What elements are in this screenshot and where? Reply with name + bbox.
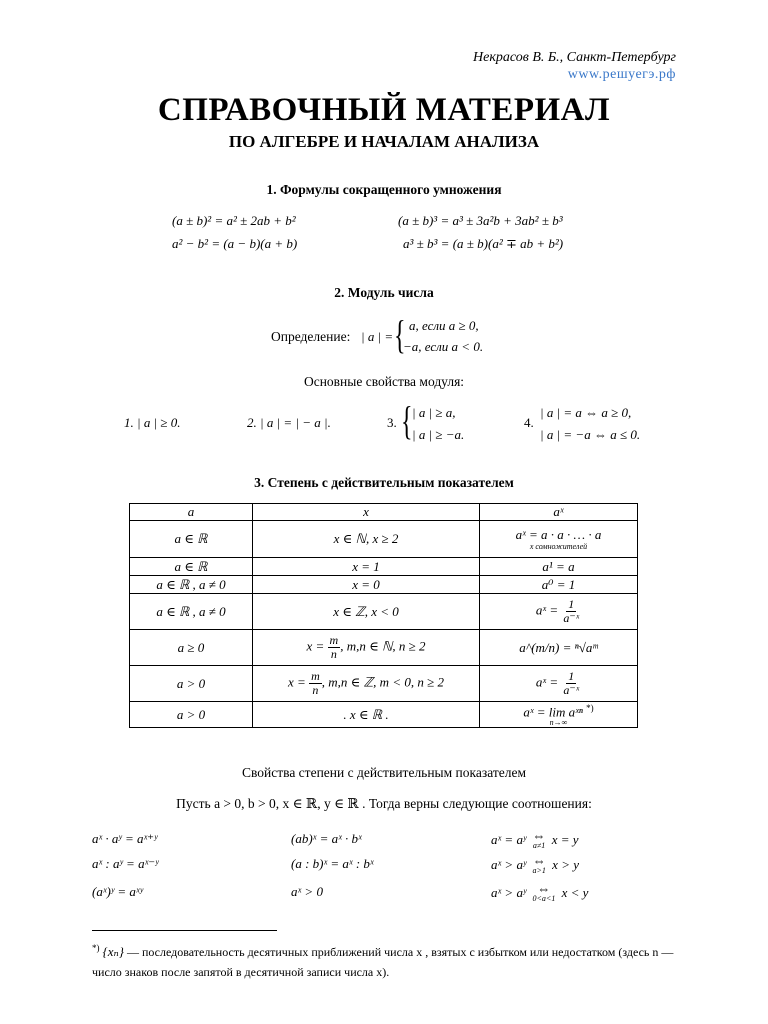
table-cell-x: x ∈ ℤ, x < 0 xyxy=(253,594,480,630)
table-row xyxy=(130,576,638,594)
power-prop-positive: aˣ > 0 xyxy=(291,884,323,899)
table-row xyxy=(130,521,638,558)
table-cell-a: a ∈ ℝ xyxy=(130,558,253,576)
section1-heading: 1. Формулы сокращенного умножения xyxy=(266,182,502,197)
table-header-row xyxy=(130,504,638,521)
fraction xyxy=(561,598,581,625)
fraction-numerator: 1 xyxy=(568,597,575,611)
table-row xyxy=(130,630,638,666)
abs-prop-4b: | a | = −a ⇔ a ≤ 0. xyxy=(540,427,641,442)
power-prop-product: aˣ · aʸ = aˣ⁺ʸ xyxy=(92,831,158,846)
author-line: Некрасов В. Б., Санкт-Петербург xyxy=(473,50,676,65)
abs-prop-1: 1. | a | ≥ 0. xyxy=(124,415,181,430)
table-cell-value: a⁰ = 1 xyxy=(480,576,638,594)
footnote-text: — последовательность десятичных приближений числа x , взятых с избытком или недостатком (здесь n — число знаков после запятой в десятичной записи числа x). xyxy=(92,945,674,979)
table-cell-value xyxy=(480,630,638,666)
power-prop-greater-small-base: aˣ > aʸ ⇔ 0<a<1 x < y xyxy=(491,881,589,903)
table-cell-a: a ∈ ℝ , a ≠ 0 xyxy=(130,594,253,630)
footnote-mark: *) xyxy=(586,703,594,713)
x-condition: , m,n ∈ ℕ, n ≥ 2 xyxy=(340,638,426,654)
table-cell-value xyxy=(480,666,638,702)
table-cell-x xyxy=(253,666,480,702)
fraction-lhs: aˣ = xyxy=(535,674,559,690)
equivalence-icon: ⇔ xyxy=(532,853,546,868)
footnote-divider xyxy=(92,930,277,931)
power-prop-quotient-base: (a : b)ˣ = aˣ : bˣ xyxy=(291,856,374,871)
footnote xyxy=(92,938,682,982)
fraction-lhs: aˣ = xyxy=(535,602,559,618)
abs-prop-2: 2. | a | = | − a |. xyxy=(247,415,331,430)
definition-label: Определение: xyxy=(271,329,351,344)
abs-def-lhs: | a | = xyxy=(361,329,394,344)
fraction-denominator: n xyxy=(330,647,337,661)
table-cell-value xyxy=(480,702,638,728)
power-prop-equal: aˣ = aʸ ⇔ a≠1 x = y xyxy=(491,828,579,850)
x-condition: , m,n ∈ ℤ, m < 0, n ≥ 2 xyxy=(321,674,444,690)
table-header-x: x xyxy=(253,504,480,521)
product-note: x сомножителей xyxy=(529,541,588,551)
limit-formula: aˣ = lim aˣⁿ xyxy=(523,704,583,720)
x-lhs: x = xyxy=(306,638,325,654)
fraction xyxy=(328,634,341,661)
fraction xyxy=(561,670,581,697)
equivalence-icon: ⇔ xyxy=(537,881,551,896)
table-cell-a: a > 0 xyxy=(130,702,253,728)
table-cell-a: a ∈ ℝ xyxy=(130,521,253,558)
table-row xyxy=(130,558,638,576)
abs-prop-3b: | a | ≥ −a. xyxy=(412,427,465,442)
power-prop-power: (aˣ)ʸ = aˣʸ xyxy=(92,884,143,899)
abs-prop-4a: | a | = a ⇔ a ≥ 0, xyxy=(540,405,632,420)
table-row xyxy=(130,594,638,630)
table-cell-x: x ∈ ℕ, x ≥ 2 xyxy=(253,521,480,558)
power-table xyxy=(129,503,638,728)
abs-prop-4-number: 4. xyxy=(524,415,534,430)
abs-props-heading: Основные свойства модуля: xyxy=(303,374,465,389)
section2-heading: 2. Модуль числа xyxy=(334,285,434,300)
formula-cube: (a ± b)³ = a³ ± 3a²b + 3ab² ± b³ xyxy=(398,213,563,228)
table-cell-value xyxy=(480,521,638,558)
product-formula: aˣ = a · a · … · a xyxy=(515,526,602,542)
root-lhs: a^(m/n) = xyxy=(519,639,572,655)
table-cell-a: a ≥ 0 xyxy=(130,630,253,666)
fraction-numerator: 1 xyxy=(568,669,575,683)
power-props-heading: Свойства степени с действительным показателем xyxy=(241,765,527,780)
abs-prop-3a: | a | ≥ a, xyxy=(412,405,456,420)
equivalence-icon: ⇔ xyxy=(532,828,546,843)
power-prop-greater: aˣ > aʸ ⇔ a>1 x > y xyxy=(491,853,579,875)
fraction-numerator: m xyxy=(329,633,339,647)
formula-diff-squares: a² − b² = (a − b)(a + b) xyxy=(172,236,298,251)
table-cell-a: a > 0 xyxy=(130,666,253,702)
table-cell-value: a¹ = a xyxy=(480,558,638,576)
fraction-denominator: n xyxy=(312,683,319,697)
formula-sum-cubes: a³ ± b³ = (a ± b)(a² ∓ ab + b²) xyxy=(403,236,564,251)
table-header-ax: aˣ xyxy=(480,504,638,521)
table-cell-x: . x ∈ ℝ . xyxy=(253,702,480,728)
page-title: СПРАВОЧНЫЙ МАТЕРИАЛ xyxy=(157,92,611,128)
site-link[interactable]: www.решуегэ.рф xyxy=(567,67,676,82)
limit-subscript: n→∞ xyxy=(549,718,568,728)
abs-case-negative: −a, если a < 0. xyxy=(403,339,484,354)
table-header-a: a xyxy=(130,504,253,521)
root-rhs: ⁿ√aᵐ xyxy=(574,639,598,655)
brace-icon: { xyxy=(401,398,413,443)
table-cell-x xyxy=(253,630,480,666)
brace-icon: { xyxy=(394,312,406,357)
fraction-denominator: a⁻ˣ xyxy=(563,683,580,697)
footnote-sequence: {xₙ} xyxy=(102,944,124,959)
table-cell-x: x = 1 xyxy=(253,558,480,576)
abs-case-positive: a, если a ≥ 0, xyxy=(409,318,479,333)
formula-square: (a ± b)² = a² ± 2ab + b² xyxy=(172,213,296,228)
power-prop-product-base: (ab)ˣ = aˣ · bˣ xyxy=(291,831,362,846)
fraction-numerator: m xyxy=(311,669,320,683)
power-props-premise: Пусть a > 0, b > 0, x ∈ ℝ, y ∈ ℝ . Тогда верны следующие соотношения: xyxy=(176,796,592,811)
page-subtitle: ПО АЛГЕБРЕ И НАЧАЛАМ АНАЛИЗА xyxy=(228,132,540,151)
table-cell-value xyxy=(480,594,638,630)
fraction xyxy=(309,670,322,697)
table-cell-a: a ∈ ℝ , a ≠ 0 xyxy=(130,576,253,594)
fraction-denominator: a⁻ˣ xyxy=(563,611,580,625)
footnote-mark: *) xyxy=(92,943,100,953)
x-lhs: x = xyxy=(288,674,306,690)
power-prop-quotient: aˣ : aʸ = aˣ⁻ʸ xyxy=(92,856,159,871)
table-row xyxy=(130,702,638,728)
abs-prop-3-number: 3. xyxy=(387,415,397,430)
section3-heading: 3. Степень с действительным показателем xyxy=(254,475,514,490)
table-cell-x: x = 0 xyxy=(253,576,480,594)
table-row xyxy=(130,666,638,702)
